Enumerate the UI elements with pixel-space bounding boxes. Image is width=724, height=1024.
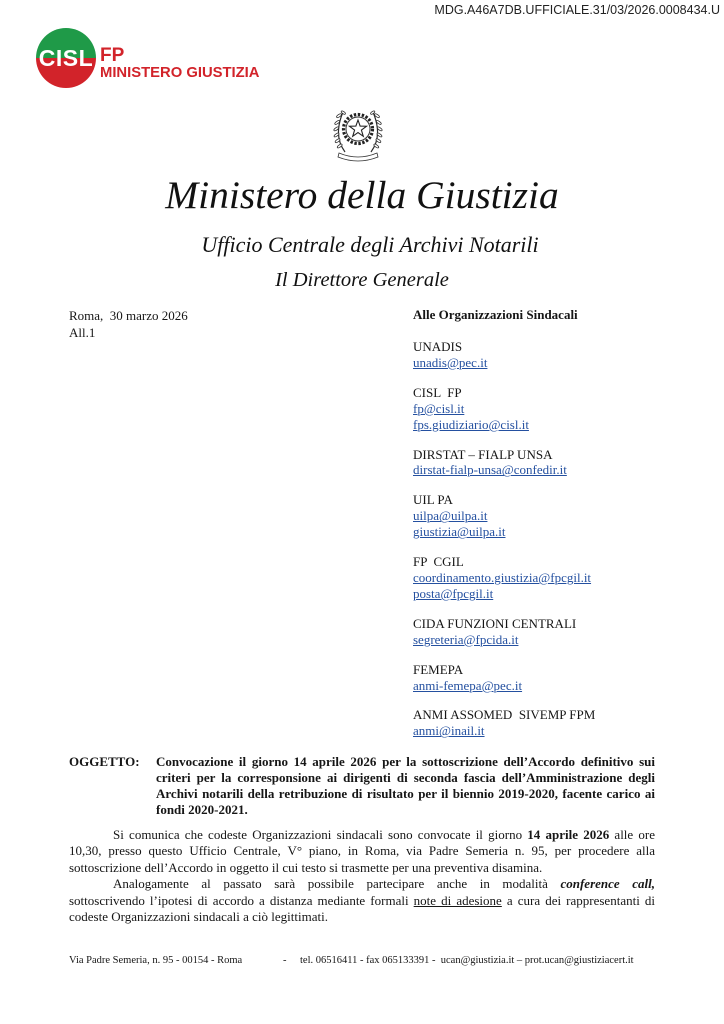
recipient-group-cisl-fp	[413, 385, 713, 433]
logo-brand-suffix: FP	[100, 45, 125, 66]
subject-line: Convocazione il giorno 14 aprile 2026 per la sottoscrizione dell’Accordo definitivo sui	[156, 754, 655, 769]
recipient-name: UNADIS	[413, 339, 463, 354]
date-block	[69, 307, 188, 341]
body-paragraph-remote	[69, 876, 655, 925]
recipient-group-cida	[413, 616, 713, 648]
recipient-name: UIL PA	[413, 492, 453, 508]
recipient-email-link[interactable]: anmi@inail.it	[413, 723, 485, 739]
recipients-block	[413, 307, 713, 753]
recipient-email-link[interactable]: coordinamento.giustizia@fpcgil.it	[413, 569, 592, 585]
recipient-email-link[interactable]: segreteria@fpcida.it	[413, 631, 519, 647]
body-paragraph-convocation	[69, 827, 655, 876]
recipient-group-uil-pa	[413, 492, 713, 540]
body-text-run: a cura dei rappresentanti di	[501, 892, 656, 908]
subject-line: fondi 2020-2021.	[156, 802, 248, 817]
body-line	[69, 876, 655, 892]
recipient-email-link[interactable]: anmi-femepa@pec.it	[413, 677, 523, 693]
attachments-note: All.1	[69, 325, 96, 340]
body-line	[69, 827, 655, 843]
body-text-run: sottoscrivendo l’ipotesi di accordo a distanza mediante formali	[69, 892, 414, 908]
recipient-email-link[interactable]: fp@cisl.it	[413, 400, 465, 416]
recipient-name: FP CGIL	[413, 554, 464, 570]
recipient-email-link[interactable]: unadis@pec.it	[413, 354, 488, 370]
body-line: codeste Organizzazioni sindacali a ciò legittimati.	[69, 909, 328, 925]
recipient-group-anmi	[413, 707, 713, 739]
date-place: Roma, 30 marzo 2026	[69, 308, 188, 323]
recipient-group-femepa	[413, 662, 713, 694]
subject-label: OGGETTO:	[69, 754, 140, 769]
body-text-run: Analogamente al passato sarà possibile partecipare anche in modalità	[113, 876, 561, 892]
body-text-run: alle ore	[609, 827, 656, 842]
footer-address: Via Padre Semeria, n. 95 - 00154 - Roma	[69, 955, 243, 966]
logo-subtitle: MINISTERO GIUSTIZIA	[100, 65, 260, 81]
body-text-run: Si comunica che codeste Organizzazioni sindacali sono convocate il giorno	[113, 827, 528, 842]
meeting-date-bold: 14 aprile 2026	[527, 827, 610, 842]
body-line: sottoscrizione dell’Accordo in oggetto il cui testo si trasmette per una preventiva disamina.	[69, 859, 543, 875]
footer-separator: -	[283, 955, 287, 966]
body-line: 10,30, presso questo Ufficio Centrale, V° piano, in Roma, via Padre Semeria n. 95, per procedere alla	[69, 843, 655, 859]
body-line	[69, 893, 655, 909]
emblem-ribbon	[338, 153, 378, 161]
recipient-name: CIDA FUNZIONI CENTRALI	[413, 615, 577, 631]
recipients-heading: Alle Organizzazioni Sindacali	[413, 307, 578, 322]
subject-text	[156, 754, 655, 818]
recipient-name: DIRSTAT – FIALP UNSA	[413, 446, 553, 462]
recipient-name: ANMI ASSOMED SIVEMP FPM	[413, 707, 596, 723]
recipient-email-link[interactable]: fps.giudiziario@cisl.it	[413, 416, 529, 432]
recipient-group-fp-cgil	[413, 554, 713, 602]
recipient-email-link[interactable]: posta@fpcgil.it	[413, 585, 494, 601]
recipient-email-link[interactable]: giustizia@uilpa.it	[413, 524, 506, 540]
note-adesione-underlined: note di adesione	[413, 892, 502, 908]
conference-call-emphasis: conference call,	[560, 876, 655, 892]
recipient-group-unadis	[413, 339, 713, 371]
protocol-stamp: MDG.A46A7DB.UFFICIALE.31/03/2026.0008434.U	[434, 3, 720, 17]
subject-line: criteri per la corresponsione ai dirigenti di seconda fascia dell’Amministrazione degli	[156, 770, 655, 785]
recipient-email-link[interactable]: uilpa@uilpa.it	[413, 508, 488, 524]
letterhead-office: Ufficio Centrale degli Archivi Notarili	[201, 232, 539, 257]
italian-republic-emblem-icon	[330, 100, 386, 164]
subject-line: Archivi notarili della retribuzione di risultato per il biennio 2019-2020, facente carico ai	[156, 786, 655, 801]
recipient-group-dirstat	[413, 447, 713, 479]
body-text	[69, 827, 655, 925]
logo-brand-text: CISL	[38, 45, 94, 71]
footer-contacts: tel. 06516411 - fax 065133391 - ucan@giustizia.it – prot.ucan@giustiziacert.it	[300, 955, 634, 966]
recipient-name: FEMEPA	[413, 661, 464, 677]
letterhead-signatory: Il Direttore Generale	[275, 269, 449, 291]
recipient-name: CISL FP	[413, 384, 462, 400]
recipient-email-link[interactable]: dirstat-fialp-unsa@confedir.it	[413, 462, 567, 478]
page-footer	[0, 953, 724, 969]
letterhead-ministry: Ministero della Giustizia	[165, 173, 559, 217]
